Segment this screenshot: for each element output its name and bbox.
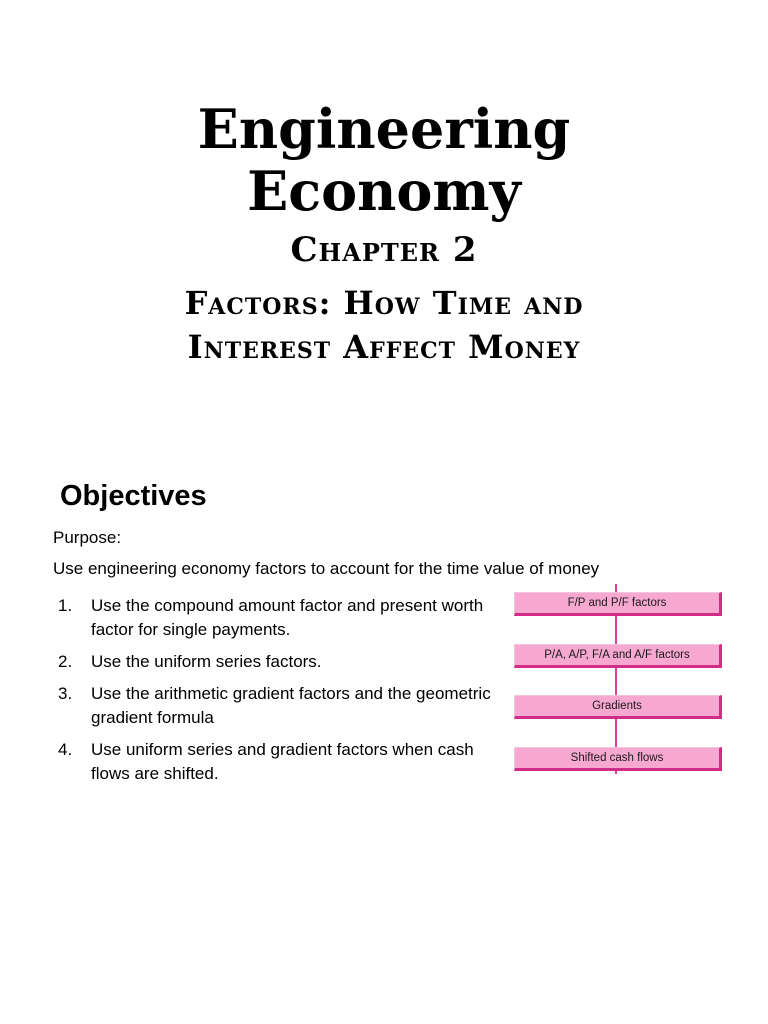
factor-flow-diagram: [510, 584, 722, 774]
chapter-subtitle-line-1: Factors: How Time and: [184, 284, 584, 322]
objective-text: Use uniform series and gradient factors when cash flows are shifted.: [91, 740, 474, 783]
objective-item-4: [58, 738, 513, 786]
objective-number: 3.: [58, 684, 73, 703]
purpose-label: Purpose:: [53, 528, 122, 547]
title-line-2: Economy: [247, 159, 521, 223]
chapter-number: Chapter 2: [290, 230, 478, 270]
objective-item-1: [58, 594, 513, 642]
objective-text: Use the arithmetic gradient factors and the geometric gradient formula: [91, 684, 491, 727]
diagram-box-fp-pf: F/P and P/F factors: [514, 592, 722, 616]
objective-number: 2.: [58, 652, 73, 671]
objective-number: 4.: [58, 740, 73, 759]
objective-text: Use the uniform series factors.: [91, 652, 322, 671]
chapter-subtitle-line-2: Interest Affect Money: [187, 328, 581, 366]
objectives-heading: Objectives: [60, 480, 207, 512]
objective-item-2: [58, 650, 513, 674]
purpose-text: Use engineering economy factors to account for the time value of money: [53, 559, 600, 578]
objectives-list: [58, 594, 513, 794]
diagram-box-gradients: Gradients: [514, 695, 722, 719]
title-line-1: Engineering: [197, 97, 571, 161]
diagram-box-shifted-cash-flows: Shifted cash flows: [514, 747, 722, 771]
objective-item-3: [58, 682, 513, 730]
objective-text: Use the compound amount factor and present worth factor for single payments.: [91, 596, 484, 639]
diagram-box-series-factors: P/A, A/P, F/A and A/F factors: [514, 644, 722, 668]
objective-number: 1.: [58, 596, 73, 615]
